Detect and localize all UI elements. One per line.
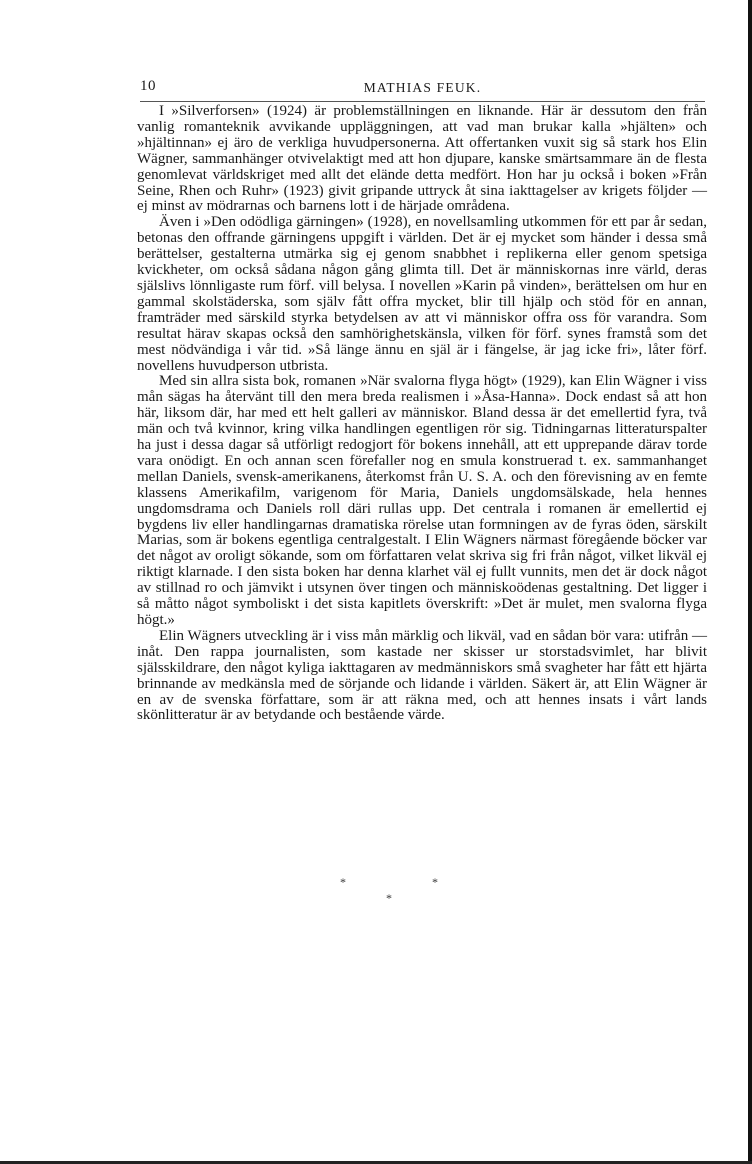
asterism-star: * xyxy=(386,891,392,905)
paragraph-silverforsen: I »Silverforsen» (1924) är problemställningen en liknande. Här är dessutom den från vanlig romanteknik avvikande uppläggningen, att vad man brukar kalla »hjälten» och »hjältinnan» ej äro de verkliga huvudpersonerna. Att offertanken vuxit sig så stark hos Elin Wägner, sammanhänger otvivelaktigt med att hon djupare, kanske smärtsammare än de flesta genomlevat världskriget med allt det elände detta medfört. Hon har ju också i boken »Från Seine, Rhen och Ruhr» (1923) givit gripande uttryck åt sina iakttagelser av krigets följder — ej minst av mödrarnas och barnens lott i de härjade områdena. xyxy=(137,103,707,215)
header-rule xyxy=(140,101,705,102)
asterism-star: * xyxy=(432,875,438,889)
paragraph-utveckling: Elin Wägners utveckling är i viss mån märklig och likväl, vad en sådan bör vara: utifrån — inåt. Den rappa journalisten, som kastade ner skisser ur storstadsvimlet, har blivit själsskildrare, den något kyliga iakttagaren av medmänniskors små svagheter har fått ett hjärta brinnande av medkänsla med de sörjande och lidande i världen. Säkert är, att Elin Wägner är en av de svenska författare, som är att räkna med, och att hennes insats i vårt lands skönlitteratur är av betydande och bestående värde. xyxy=(137,627,707,724)
running-head: MATHIAS FEUK. xyxy=(363,80,482,95)
paragraph-ododliga-garningen: Även i »Den odödliga gärningen» (1928), en novellsamling utkommen för ett par år sedan, betonas den offrande gärningens uppgift i världen. Det är ej mycket som händer i dessa små berättelser, gestalterna utmärka sig ej genom snabbhet i replikerna eller genom spetsiga kvickheter, om också sådana någon gång glimta till. Det är människornas inre värld, deras själslivs lönnligaste rum förf. vill belysa. I novellen »Karin på vinden», berättelsen om hur en gammal skolstäderska, som själv fått offra mycket, blir till hjälp och stöd för en annan, framträder med särskild styrka betydelsen av att vi människor offra oss för varandra. Som resultat härav skapas också den samhörighetskänsla, vilken för förf. synes framstå som det mest nödvändiga i vår tid. »Så länge ännu en själ är i fängelse, är jag icke fri», låter förf. novellens huvudperson utbrista. xyxy=(137,214,707,374)
page-number: 10 xyxy=(140,78,156,94)
page-header xyxy=(140,78,705,100)
body-text xyxy=(137,104,707,724)
paragraph-svalorna: Med sin allra sista bok, romanen »När svalorna flyga högt» (1929), kan Elin Wägner i viss mån sägas ha återvänt till den mera breda realismen i »Åsa-Hanna». Dock endast så att hon här, liksom där, har med ett helt galleri av människor. Bland dessa är det emellertid fyra, två män och två kvinnor, kring vilka handlingen egentligen rör sig. Tidningarnas litteraturspalter ha just i dessa dagar så utförligt redogjort för bokens innehåll, att ett upprepande därav torde vara onödigt. En och annan scen förefaller nog en smula konstruerad t. ex. sammanhanget mellan Daniels, svensk-amerikanens, återkomst från U. S. A. och den förevisning av en femte klassens Amerikafilm, varigenom för Maria, Daniels ungdomsälskade, hela hennes ungdomsdrama och Daniels roll däri rullas upp. Det centrala i romanen är emellertid ej bygdens liv eller handlingarnas dramatiska rörelse utan formningen av de fyras öden, särskilt Marias, som är bokens egentliga centralgestalt. I Elin Wägners närmast föregående böcker var det något av oroligt sökande, som om författaren velat skriva sig fri från något, vilket likväl ej riktigt klarnade. I den sista boken har denna klarhet väl ej fullt vunnits, men det är dock något av stillnad ro och jämvikt i utsynen över tingen och människoödenas gestaltning. Det ligger i så måtto något symboliskt i det sista kapitlets överskrift: »Det är mulet, men svalorna flyga högt.» xyxy=(137,373,707,628)
section-ornament xyxy=(330,875,450,915)
asterism-star: * xyxy=(340,875,346,889)
scan-edge-right xyxy=(748,0,752,1164)
